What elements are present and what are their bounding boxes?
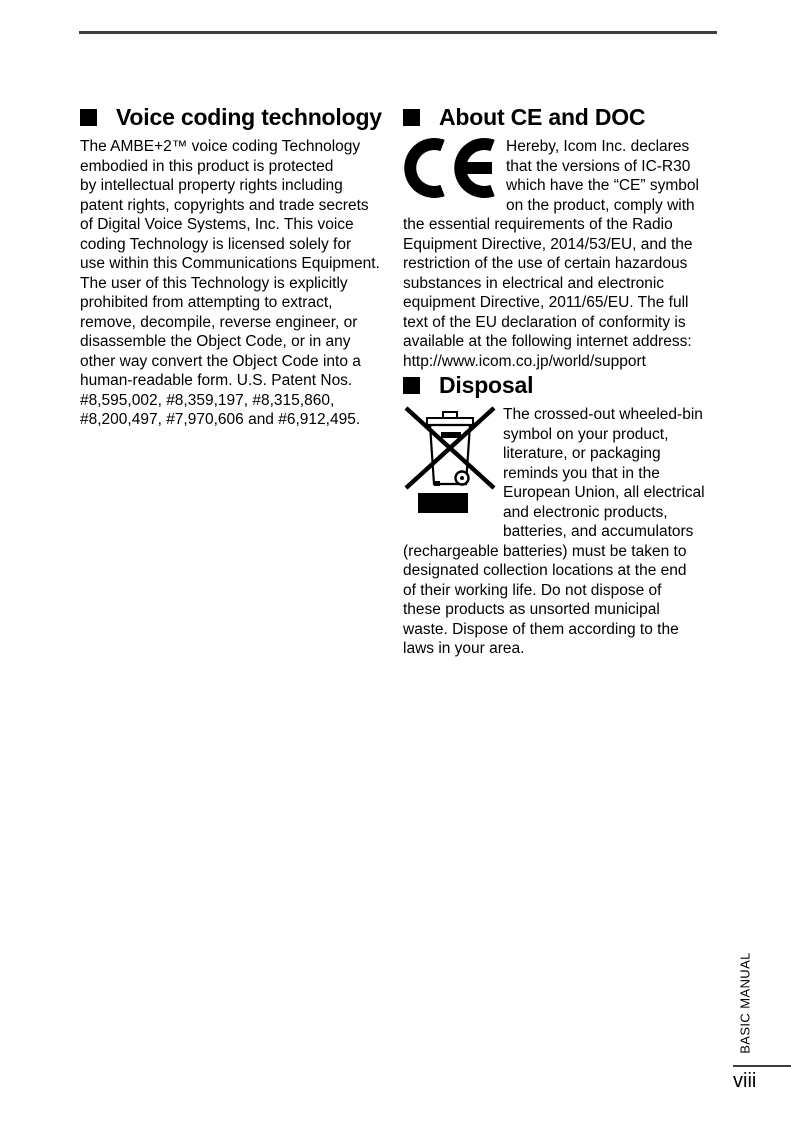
ce-doc-paragraph-wrap bbox=[403, 137, 721, 371]
section-title-disposal bbox=[403, 371, 721, 399]
section-title-ce-doc bbox=[403, 103, 721, 131]
ce-mark-icon bbox=[403, 137, 506, 213]
section-title-text: Disposal bbox=[439, 372, 534, 398]
section-bullet-icon bbox=[403, 377, 420, 394]
disposal-paragraph-wrap bbox=[403, 405, 721, 659]
weee-crossed-bin-icon bbox=[403, 405, 503, 541]
section-title-text: About CE and DOC bbox=[439, 104, 646, 130]
right-column bbox=[403, 103, 721, 659]
page-number: viii bbox=[733, 1070, 757, 1092]
page-number-rule bbox=[733, 1065, 791, 1067]
voice-coding-paragraph: The AMBE+2™ voice coding Technology embodied in this product is protected by intellectual property rights including patent rights, copyrights and trade secrets of Digital Voice Systems, Inc. This voice coding Technology is licensed solely for use within this Communications Equipment. The user of this Technology is explicitly prohibited from attempting to extract, remove, decompile, reverse engineer, or disassemble the Object Code, or in any other way convert the Object Code into a human-readable form. U.S. Patent Nos. #8,595,002, #8,359,197, #8,315,860, #8,200,497, #7,970,606 and #6,912,495. bbox=[80, 138, 380, 428]
sidebar-tab-label: BASIC MANUAL bbox=[737, 952, 753, 1054]
section-bullet-icon bbox=[80, 109, 97, 126]
section-bullet-icon bbox=[403, 109, 420, 126]
left-column bbox=[80, 103, 400, 430]
section-title-text: Voice coding technology bbox=[116, 104, 382, 130]
header-rule bbox=[79, 31, 717, 34]
section-title-voice-coding bbox=[80, 103, 400, 131]
disposal-paragraph-text: The crossed-out wheeled-bin symbol on your product, literature, or packaging reminds you that in the European Union, all electrical and electronic products, batteries, and accumulators (rechargeable batteries) must be taken to designated collection locations at the end of their working life. Do not dispose of these products as unsorted municipal waste. Dispose of them according to the laws in your area. bbox=[403, 406, 705, 657]
sidebar-tab-basic-manual bbox=[736, 953, 754, 1053]
ce-doc-paragraph-text: Hereby, Icom Inc. declares that the versions of IC-R30 which have the “CE” symbol on the product, comply with the essential requirements of the Radio Equipment Directive, 2014/53/EU, and the restriction of the use of certain hazardous substances in electrical and electronic equipment Directive, 2011/65/EU. The full text of the EU declaration of conformity is available at the following internet address: http://www.icom.co.jp/world/support bbox=[403, 138, 699, 370]
